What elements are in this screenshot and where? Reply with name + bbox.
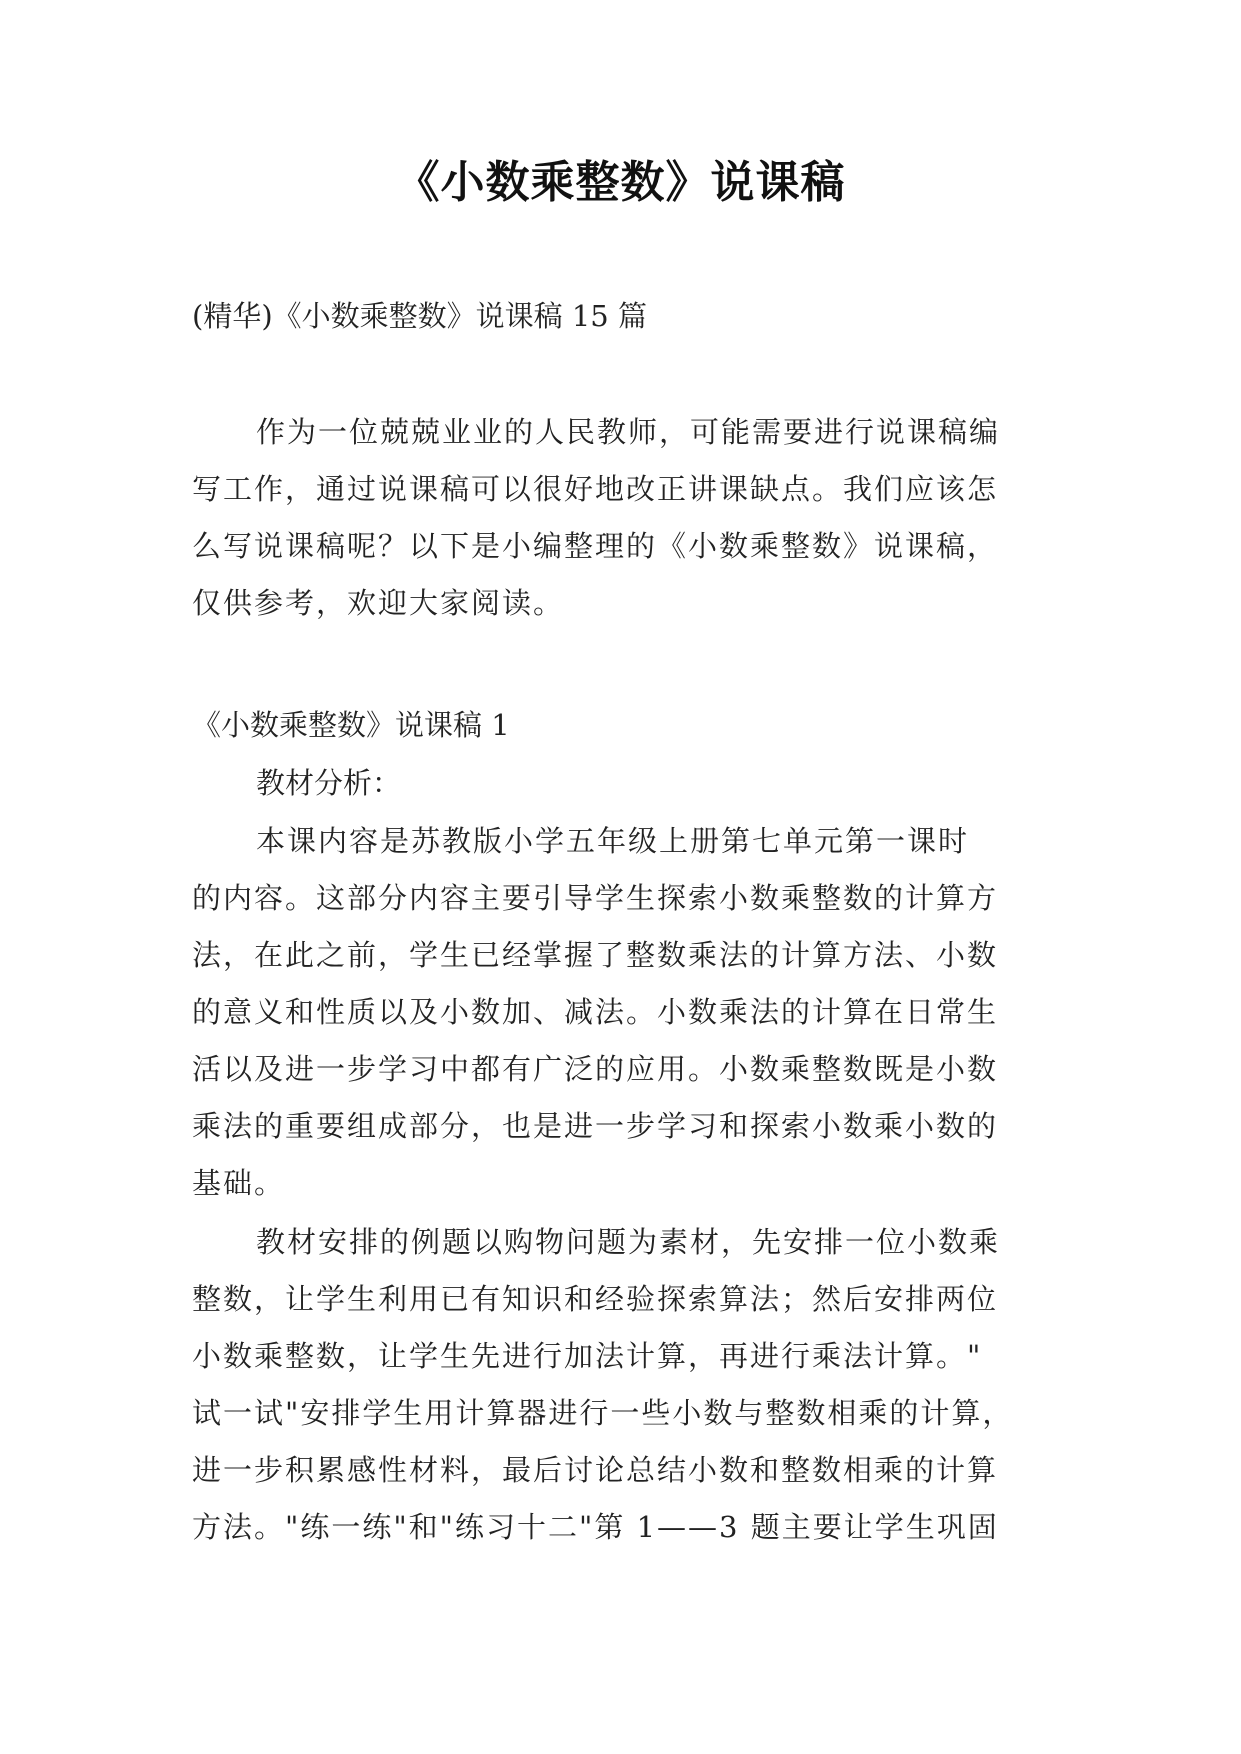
intro-paragraph <box>192 404 1072 632</box>
paragraph-line: 作为一位兢兢业业的人民教师，可能需要进行说课稿编 <box>256 415 1001 449</box>
paragraph-line: 整数，让学生利用已有知识和经验探索算法；然后安排两位 <box>192 1282 999 1316</box>
paragraph-line: 的意义和性质以及小数加、减法。小数乘法的计算在日常生 <box>192 995 999 1029</box>
paragraph-line: 试一试"安排学生用计算器进行一些小数与整数相乘的计算， <box>192 1396 1014 1430</box>
paragraph-line: 写工作，通过说课稿可以很好地改正讲课缺点。我们应该怎 <box>192 472 999 506</box>
section-label: 教材分析： <box>256 766 402 800</box>
paragraph-line: 小数乘整数，让学生先进行加法计算，再进行乘法计算。" <box>192 1339 983 1373</box>
document-title: 《小数乘整数》说课稿 <box>395 157 846 208</box>
document-subtitle: (精华)《小数乘整数》说课稿 15 篇 <box>192 299 647 333</box>
section-heading: 《小数乘整数》说课稿 1 <box>192 708 510 742</box>
paragraph-line: 么写说课稿呢？以下是小编整理的《小数乘整数》说课稿， <box>192 529 999 563</box>
paragraph-line: 本课内容是苏教版小学五年级上册第七单元第一课时 <box>256 824 970 858</box>
paragraph-line: 活以及进一步学习中都有广泛的应用。小数乘整数既是小数 <box>192 1052 999 1086</box>
paragraph-line: 进一步积累感性材料，最后讨论总结小数和整数相乘的计算 <box>192 1453 999 1487</box>
body-paragraph-2 <box>192 1214 1072 1556</box>
paragraph-line: 方法。"练一练"和"练习十二"第 1——3 题主要让学生巩固 <box>192 1510 999 1544</box>
paragraph-line: 教材安排的例题以购物问题为素材，先安排一位小数乘 <box>256 1225 1001 1259</box>
paragraph-line: 的内容。这部分内容主要引导学生探索小数乘整数的计算方 <box>192 881 999 915</box>
paragraph-line: 基础。 <box>192 1166 286 1200</box>
paragraph-line: 乘法的重要组成部分，也是进一步学习和探索小数乘小数的 <box>192 1109 999 1143</box>
paragraph-line: 法，在此之前，学生已经掌握了整数乘法的计算方法、小数 <box>192 938 999 972</box>
body-paragraph-1 <box>192 813 1072 1212</box>
paragraph-line: 仅供参考，欢迎大家阅读。 <box>192 586 565 620</box>
